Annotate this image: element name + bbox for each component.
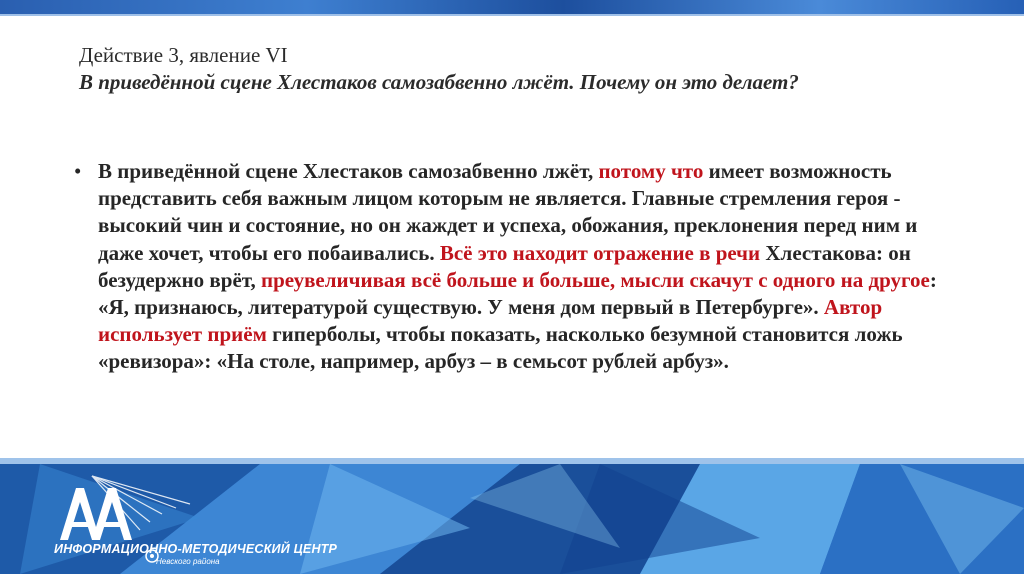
answer-highlight: преувеличивая всё больше и больше, мысли скачут с одного на другое bbox=[261, 267, 930, 292]
answer-text bbox=[98, 158, 944, 376]
answer-part: : «Я, признаюсь, литературой существую. У меня дом первый в Петербурге». bbox=[98, 267, 937, 320]
answer-bullet bbox=[74, 158, 944, 376]
top-band-edge bbox=[0, 14, 1024, 16]
bullet-icon: • bbox=[74, 159, 82, 183]
logo-title: ИНФОРМАЦИОННО-МЕТОДИЧЕСКИЙ ЦЕНТР bbox=[54, 542, 338, 556]
answer-highlight: потому что bbox=[598, 159, 704, 183]
answer-part: имеет возможность представить себя важным лицом которым не является. Главные стремления героя - высокий чин и состояние, но он жаждет и успеха, обожания, преклонения перед ним и даже хочет, чтобы его побаивались. bbox=[98, 159, 918, 265]
top-decorative-band bbox=[0, 0, 1024, 14]
answer-part: Хлестакова: он безудержно врёт, bbox=[98, 240, 911, 292]
slide-title: Действие 3, явление VI bbox=[79, 43, 288, 67]
organization-logo bbox=[30, 470, 338, 570]
logo-subtitle: Невского района bbox=[156, 557, 220, 566]
answer-highlight: Всё это находит отражение в речи bbox=[439, 240, 761, 265]
slide-question: В приведённой сцене Хлестаков самозабвенно лжёт. Почему он это делает? bbox=[79, 70, 799, 94]
answer-part: В приведённой сцене Хлестаков самозабвенно лжёт, bbox=[98, 159, 599, 183]
answer-highlight: Автор использует приём bbox=[98, 295, 883, 347]
answer-part: гиперболы, чтобы показать, насколько безумной становится ложь «ревизора»: «На столе, например, арбуз – в семьсот рублей арбуз». bbox=[98, 322, 903, 374]
